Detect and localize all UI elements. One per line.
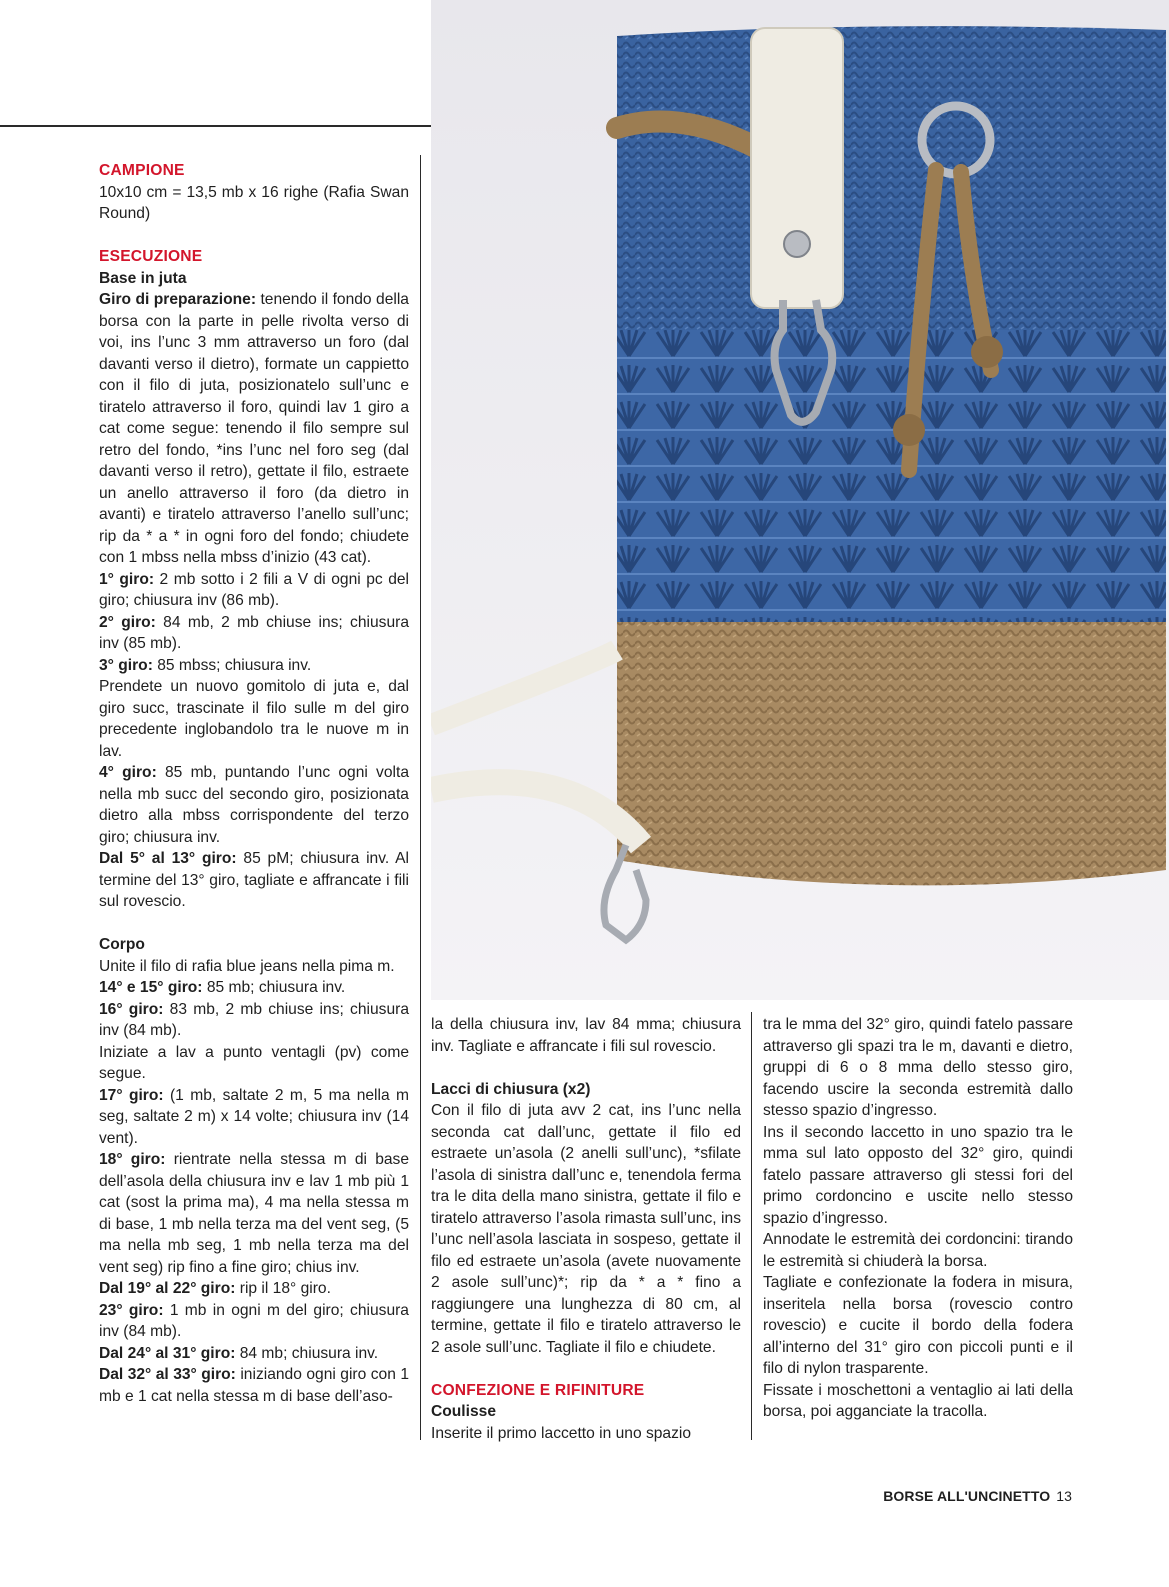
page-number: 13 [1056,1488,1072,1504]
step-text: 85 mb, puntando l’unc ogni volta nella mb succ del secondo giro, posizionata dietro alla mbss corrispondente del terzo giro; chiusura inv. [99,764,409,846]
paragraph-giro-1 [99,569,409,612]
product-photo [431,0,1169,1000]
paragraph-new-ball: Prendete un nuovo gomitolo di juta e, dal giro succ, trascinate il filo sulle m del giro precedente inglobandolo tra le nuove m in lav. [99,678,409,760]
step-label: 4° giro: [99,764,157,781]
step-text: rientrate nella stessa m di base dell’asola della chiusura inv e lav 1 mb più 1 cat (sost la prima ma), 4 ma nella stessa m di base, 1 mb nella terza ma del vent seg, (5 ma nella mb seg, 1 mb nella terza ma del vent seg) rip fino a fine giro; chius inv. [99,1151,410,1276]
step-label: 18° giro: [99,1151,166,1168]
crochet-bag-illustration [431,0,1169,1000]
step-label: 23° giro: [99,1301,164,1319]
step-label: Dal 24° al 31° giro: [99,1344,236,1362]
step-label: Giro di preparazione: [99,291,257,308]
step-label: Dal 5° al 13° giro: [99,850,237,867]
column-2 [431,1014,741,1444]
subheading-corpo: Corpo [99,936,145,953]
step-text: 84 mb; chiusura inv. [235,1344,379,1362]
paragraph-giro-2 [99,612,409,655]
section-heading-esecuzione: ESECUZIONE [99,248,203,265]
paragraph-clasps: Fissate i moschettoni a ventaglio ai lati della borsa, poi agganciate la tracolla. [763,1381,1073,1420]
paragraph-coulisse-cont: tra le mma del 32° giro, quindi fatelo passare attraverso gli spazi tra le m, davanti e dietro, gruppi di 6 o 8 mma dello stesso giro, facendo uscire la seconda estremità dallo stesso spazio d’ingresso. [763,1016,1073,1119]
campione-text: 10x10 cm = 13,5 mb x 16 righe (Rafia Swan Round) [99,183,409,222]
step-label: 14° e 15° giro: [99,979,203,996]
step-text: 85 mb; chiusura inv. [202,979,346,996]
paragraph-giro-16 [99,999,409,1042]
column-divider-1 [420,155,421,1440]
step-label: 1° giro: [99,570,155,588]
paragraph-corpo-intro: Unite il filo di rafia blue jeans nella pima m. [99,957,395,975]
page-footer [883,1488,1072,1504]
section-heading-confezione: CONFEZIONE E RIFINITURE [431,1381,645,1399]
paragraph-coulisse: Inserite il primo laccetto in uno spazio [431,1424,692,1442]
subheading-coulisse: Coulisse [431,1403,496,1420]
paragraph-giro-4 [99,762,409,848]
step-text: 83 mb, 2 mb chiuse ins; chiusura inv (84 mb). [99,1000,409,1039]
paragraph-giro-24-31 [99,1343,409,1365]
step-text: 2 mb sotto i 2 fili a V di ogni pc del giro; chiusura inv (86 mb). [99,570,410,609]
subheading-base: Base in juta [99,269,187,287]
step-label: 16° giro: [99,1000,164,1018]
paragraph-giro-32-33 [99,1364,409,1407]
step-text: 84 mb, 2 mb chiuse ins; chiusura inv (85 mb). [99,613,409,652]
step-text: iniziando ogni giro con 1 mb e 1 cat nella stessa m di base dell’aso- [99,1366,409,1405]
paragraph-knot: Annodate le estremità dei cordoncini: tirando le estremità si chiuderà la borsa. [763,1231,1073,1270]
paragraph-giro-14-15 [99,977,409,999]
column-1 [99,160,409,1407]
section-heading-campione: CAMPIONE [99,162,185,179]
subheading-lacci: Lacci di chiusura (x2) [431,1080,591,1098]
paragraph-lacci: Con il filo di juta avv 2 cat, ins l’unc nella seconda cat dall’unc, gettate il filo ed estraete un’asola (2 anelli sull’unc), *sfilate l’asola di sinistra dall’unc e, tenendola ferma tra le dita della mano sinistra, gettate il filo e tiratelo attraverso l’asola rimasta sull’unc, ins l’unc nell’asola lasciata in sospeso, gettate il filo ed estraete un’asola (avete nuovamente 2 asole sull’unc)*; rip da * a * fino a raggiungere una lunghezza di 80 cm, al termine, gettate il filo e tiratelo attraverso le 2 asole sull’unc. Tagliate il filo e chiudete. [431,1102,741,1356]
paragraph-pv: Iniziate a lav a punto ventagli (pv) come segue. [99,1043,409,1082]
step-label: Dal 32° al 33° giro: [99,1366,236,1383]
column-3 [763,1014,1073,1423]
step-text: rip il 18° giro. [235,1280,331,1297]
paragraph-second-lace: Ins il secondo laccetto in uno spazio tra le mma sul lato opposto del 32° giro, quindi fatelo passare attraverso gli stessi fori del primo cordoncino e uscite nello stesso spazio d’ingresso. [763,1123,1073,1227]
paragraph-lining: Tagliate e confezionate la fodera in misura, inseritela nella borsa (rovescio contro rovescio) e cucite il bordo della fodera all’interno del 31° giro con piccoli punti e il filo di nylon trasparente. [763,1274,1073,1377]
paragraph-giro-17 [99,1085,409,1150]
paragraph-giro-18 [99,1149,409,1278]
step-label: 3° giro: [99,656,153,674]
publication-title: BORSE ALL'UNCINETTO [883,1488,1051,1504]
paragraph-giro-3 [99,655,409,677]
header-rule [0,125,431,127]
paragraph-giro-23 [99,1300,409,1343]
paragraph-continuation: la della chiusura inv, lav 84 mma; chiusura inv. Tagliate e affrancate i fili sul rovescio. [431,1016,741,1055]
step-text: 1 mb in ogni m del giro; chiusura inv (84 mb). [99,1301,409,1340]
step-text: 85 mbss; chiusura inv. [152,656,312,674]
paragraph-giro-5-13 [99,848,409,913]
column-divider-2 [751,1012,752,1440]
step-label: 2° giro: [99,613,156,631]
step-label: Dal 19° al 22° giro: [99,1280,236,1297]
step-label: 17° giro: [99,1086,164,1104]
step-text: tenendo il fondo della borsa con la parte in pelle rivolta verso di voi, ins l’unc 3 mm attraverso un foro (dal davanti verso il dietro), formate un cappietto con il filo di juta, posizionatelo sull’unc e tiratelo attraverso il foro, quindi lav 1 giro a cat come segue: tenendo il filo sempre sul retro del fondo, *ins l’unc nel foro seg (dal davanti verso il retro), gettate il filo, estraete un anello attraverso il foro (da dietro in avanti) e tiratelo attraverso l’anello sull’unc; rip da * a * in ogni foro del fondo; chiudete con 1 mbss nella mbss d’inizio (43 cat). [99,291,409,566]
paragraph-giro-preparazione [99,289,409,569]
step-text: 85 pM; chiusura inv. Al termine del 13° giro, tagliate e affrancate i fili sul rovescio. [99,850,409,910]
step-text: (1 mb, saltate 2 m, 5 ma nella m seg, saltate 2 m) x 14 volte; chiusura inv (14 vent). [99,1086,410,1147]
paragraph-giro-19-22 [99,1278,409,1300]
